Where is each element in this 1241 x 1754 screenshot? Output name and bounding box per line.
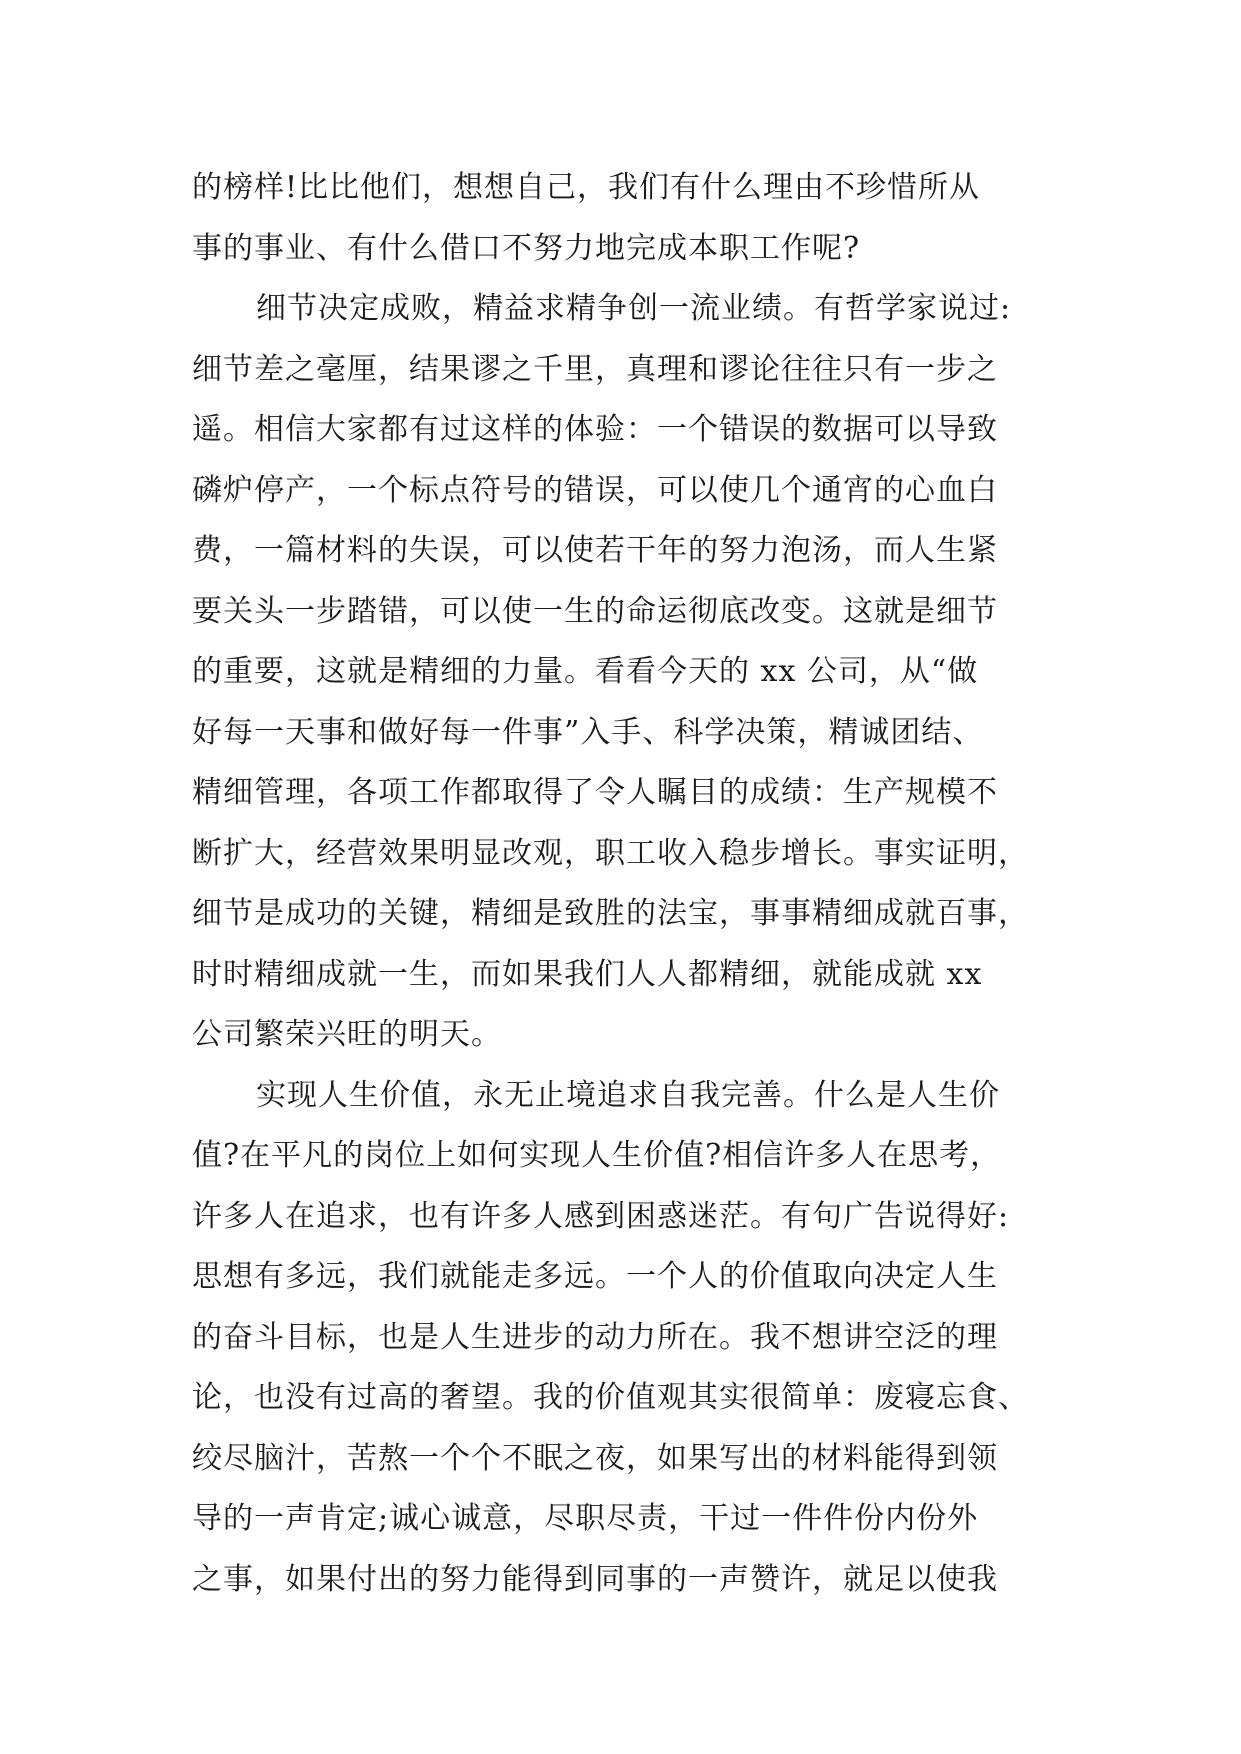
text-line: 细节差之毫厘，结果谬之千里，真理和谬论往往只有一步之 [192, 351, 998, 387]
text-line: 的重要，这就是精细的力量。看看今天的 xx 公司，从“做 [192, 654, 979, 689]
body-text [192, 158, 1072, 1610]
text-line: 事的事业、有什么借口不努力地完成本职工作呢? [192, 230, 861, 266]
text-line: 绞尽脑汁，苦熬一个个不眠之夜，如果写出的材料能得到领 [192, 1440, 998, 1476]
text-line: 精细管理，各项工作都取得了令人瞩目的成绩：生产规模不 [192, 775, 998, 810]
text-line: 思想有多远，我们就能走多远。一个人的价值取向决定人生 [192, 1259, 998, 1294]
text-line: 导的一声肯定;诚心诚意，尽职尽责，干过一件件份内份外 [192, 1501, 979, 1536]
text-line: 之事，如果付出的努力能得到同事的一声赞许，就足以使我 [192, 1561, 998, 1597]
text-line: 断扩大，经营效果明显改观，职工收入稳步增长。事实证明， [192, 835, 1029, 871]
text-line: 的奋斗目标，也是人生进步的动力所在。我不想讲空泛的理 [192, 1319, 998, 1355]
text-line: 磷炉停产，一个标点符号的错误，可以使几个通宵的心血白 [192, 472, 998, 508]
text-line: 要关头一步踏错，可以使一生的命运彻底改变。这就是细节 [192, 593, 998, 629]
text-line: 论，也没有过高的奢望。我的价值观其实很简单：废寝忘食、 [192, 1380, 1029, 1415]
text-line: 值?在平凡的岗位上如何实现人生价值?相信许多人在思考， [192, 1138, 1002, 1173]
text-line: 细节决定成败，精益求精争创一流业绩。有哲学家说过: [256, 291, 1012, 326]
text-line: 费，一篇材料的失误，可以使若干年的努力泡汤，而人生紧 [192, 533, 998, 568]
text-line: 公司繁荣兴旺的明天。 [192, 1017, 502, 1052]
text-line: 遥。相信大家都有过这样的体验：一个错误的数据可以导致 [192, 412, 998, 447]
text-line: 实现人生价值，永无止境追求自我完善。什么是人生价 [256, 1077, 1000, 1113]
text-line: 时时精细成就一生，而如果我们人人都精细，就能成就 xx [192, 956, 983, 992]
text-line: 许多人在追求，也有许多人感到困惑迷茫。有句广告说得好: [192, 1198, 1010, 1234]
text-line: 细节是成功的关键，精细是致胜的法宝，事事精细成就百事， [192, 896, 1029, 931]
text-line: 的榜样!比比他们，想想自己，我们有什么理由不珍惜所从 [192, 170, 981, 205]
text-line: 好每一天事和做好每一件事”入手、科学决策，精诚团结、 [192, 714, 984, 750]
